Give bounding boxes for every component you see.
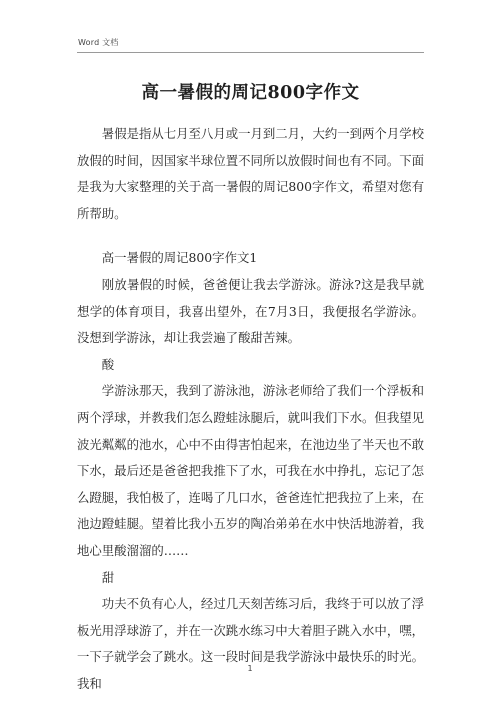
section-heading: 高一暑假的周记800字作文1 — [101, 250, 258, 266]
body-paragraph: 学游泳那天，我到了游泳池，游泳老师给了我们一个浮板和两个浮球，并教我们怎么蹬蛙泳腿后，就叫我们下水。但我望见波光粼粼的池水，心中不由得害怕起来，在池边坐了半天也不敢下水，最后还是爸爸把我推下了水，可我在水中挣扎，忘记了怎么蹬腿，我怕极了，连喝了几口水，爸爸连忙把我拉了上来，在池边蹬蛙腿。望着比我小五岁的陶冶弟弟在水中快活地游着，我地心里酸溜溜的…… — [77, 383, 424, 558]
header-label: Word 文档 — [78, 38, 119, 47]
header-divider — [77, 52, 424, 53]
document-title: 高一暑假的周记800字作文 — [141, 83, 360, 103]
document-body — [77, 121, 424, 697]
body-paragraph: 刚放暑假的时候，爸爸便让我去学游泳。游泳?这是我早就想学的体育项目，我喜出望外，在7月3日，我便报名学游泳。没想到学游泳，却让我尝遍了酸甜苦辣。 — [77, 276, 424, 346]
subheading-sour: 酸 — [101, 356, 115, 372]
intro-paragraph: 暑假是指从七月至八月或一月到二月，大约一到两个月学校放假的时间，因国家半球位置不同所以放假时间也有不同。下面是我为大家整理的关于高一暑假的周记800字作文，希望对您有所帮助。 — [77, 126, 424, 221]
body-paragraph: 功夫不负有心人，经过几天刻苦练习后，我终于可以放了浮板光用浮球游了，并在一次跳水练习中大着胆子跳入水中，嘿，一下子就学会了跳水。这一段时间是我学游泳中最快乐的时光。我和 — [77, 596, 424, 691]
page-number: 1 — [247, 664, 253, 673]
subheading-sweet: 甜 — [101, 569, 115, 585]
